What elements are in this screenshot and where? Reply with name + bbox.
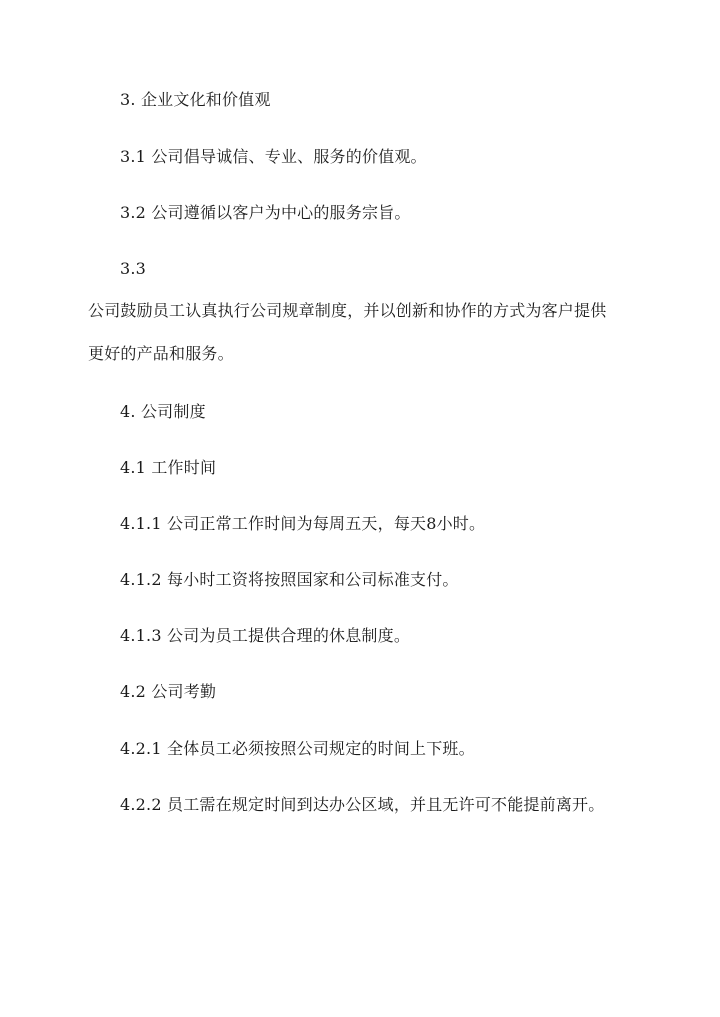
paragraph-text: 公司倡导诚信、专业、服务的价值观。: [151, 147, 427, 166]
subsection-title: 工作时间: [151, 458, 217, 477]
paragraph: [120, 739, 475, 759]
paragraph-text: 公司正常工作时间为每周五天，每天8小时。: [167, 514, 486, 533]
paragraph-text: 公司鼓励员工认真执行公司规章制度，并以创新和协作的方式为客户提供: [88, 301, 607, 320]
paragraph-text: 公司遵循以客户为中心的服务宗旨。: [151, 203, 411, 222]
paragraph-number: 3.3: [120, 259, 147, 278]
subsection-title: 公司考勤: [151, 682, 217, 701]
paragraph-text: 每小时工资将按照国家和公司标准支付。: [167, 570, 459, 589]
paragraph-number: 3.2: [120, 203, 147, 222]
section-heading: [120, 402, 206, 422]
paragraph-number: 4.2.2: [120, 795, 162, 814]
section-number: 4.: [120, 402, 136, 421]
paragraph: [120, 570, 459, 590]
paragraph: [120, 795, 604, 815]
subsection-heading: [120, 682, 216, 702]
paragraph-text: 全体员工必须按照公司规定的时间上下班。: [167, 739, 475, 758]
paragraph-continuation: [88, 301, 606, 321]
paragraph-number: 4.2.1: [120, 739, 162, 758]
paragraph: [120, 626, 410, 646]
section-title: 企业文化和价值观: [140, 90, 271, 109]
subsection-number: 4.1: [120, 458, 147, 477]
paragraph-continuation: [88, 344, 234, 364]
section-number: 3.: [120, 90, 136, 109]
section-heading: [120, 90, 271, 110]
paragraph-text: 员工需在规定时间到达办公区域，并且无许可不能提前离开。: [167, 795, 605, 814]
section-title: 公司制度: [140, 402, 206, 421]
paragraph: [120, 259, 146, 279]
paragraph-number: 4.1.2: [120, 570, 162, 589]
paragraph-number: 4.1.1: [120, 514, 162, 533]
paragraph-text: 更好的产品和服务。: [88, 344, 234, 363]
paragraph: [120, 203, 411, 223]
paragraph-text: 公司为员工提供合理的休息制度。: [167, 626, 411, 645]
subsection-heading: [120, 458, 216, 478]
paragraph: [120, 147, 427, 167]
subsection-number: 4.2: [120, 682, 147, 701]
paragraph: [120, 514, 485, 534]
paragraph-number: 4.1.3: [120, 626, 162, 645]
paragraph-number: 3.1: [120, 147, 147, 166]
